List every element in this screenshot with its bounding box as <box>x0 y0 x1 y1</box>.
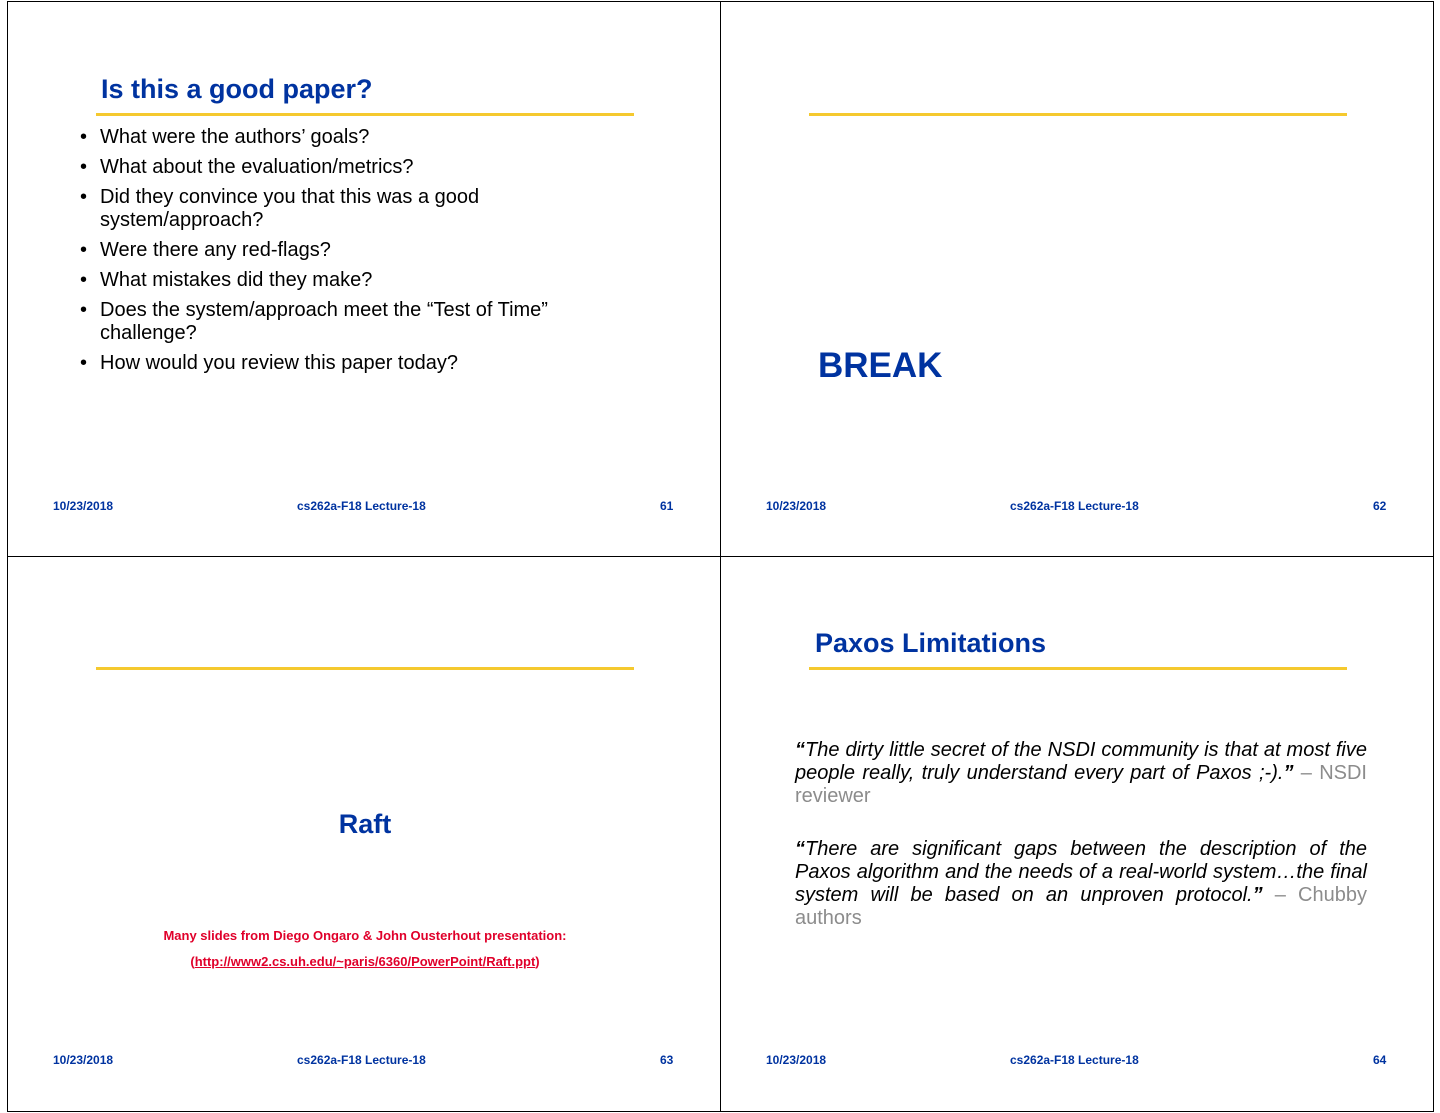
footer-date: 10/23/2018 <box>53 1053 114 1067</box>
bullet-icon: • <box>80 269 88 291</box>
footer-page-number: 61 <box>660 499 674 513</box>
title-underline <box>809 667 1347 670</box>
bullet-text: What mistakes did they make? <box>100 269 373 291</box>
footer-page-number: 64 <box>1373 1053 1387 1067</box>
quote-attribution: – Chubby authors <box>795 884 1367 929</box>
quote-text: The dirty little secret of the NSDI community is that at most five people really, truly understand every part of Paxos ;-). <box>795 739 1367 784</box>
quote-close-mark: ” <box>1283 762 1294 784</box>
title-underline <box>96 667 634 670</box>
footer-course: cs262a-F18 Lecture-18 <box>297 1053 426 1067</box>
bullet-icon: • <box>80 186 88 208</box>
footer-page-number: 63 <box>660 1053 674 1067</box>
footer-course: cs262a-F18 Lecture-18 <box>1010 499 1139 513</box>
raft-heading: Raft <box>338 809 392 839</box>
bullet-item <box>80 239 600 262</box>
slide-62 <box>720 1 1434 557</box>
bullet-icon: • <box>80 352 88 374</box>
footer-date: 10/23/2018 <box>766 1053 827 1067</box>
slide-61 <box>7 1 721 557</box>
bullet-list <box>80 126 600 382</box>
bullet-icon: • <box>80 239 88 261</box>
footer-course: cs262a-F18 Lecture-18 <box>1010 1053 1139 1067</box>
footer-course: cs262a-F18 Lecture-18 <box>297 499 426 513</box>
quote-text: There are significant gaps between the description of the Paxos algorithm and the needs of a real-world system…the final system will be based on an unproven protocol. <box>795 838 1367 906</box>
quote-chubby <box>795 838 1367 930</box>
credit-link-line <box>8 954 722 969</box>
footer-page-number: 62 <box>1373 499 1387 513</box>
bullet-item <box>80 156 600 179</box>
bullet-item <box>80 186 520 232</box>
slide-63 <box>7 556 721 1112</box>
footer-date: 10/23/2018 <box>766 499 827 513</box>
quote-close-mark: ” <box>1252 884 1263 906</box>
quote-open-mark: “ <box>795 838 805 860</box>
bullet-item <box>80 126 600 149</box>
bullet-text: What about the evaluation/metrics? <box>100 156 414 178</box>
bullet-icon: • <box>80 156 88 178</box>
quote-attribution: – NSDI reviewer <box>795 762 1367 807</box>
slide-title: Paxos Limitations <box>815 628 1047 658</box>
credit-paren-close: ) <box>535 954 540 969</box>
credit-paren-open: ( <box>190 954 195 969</box>
bullet-item <box>80 269 600 292</box>
quote-nsdi <box>795 739 1367 808</box>
bullet-item <box>80 352 600 375</box>
slide-title: Is this a good paper? <box>101 74 373 104</box>
footer-date: 10/23/2018 <box>53 499 114 513</box>
title-underline <box>809 113 1347 116</box>
bullet-text: Does the system/approach meet the “Test of Time” challenge? <box>100 299 548 344</box>
raft-slides-link[interactable]: http://www2.cs.uh.edu/~paris/6360/PowerPoint/Raft.ppt <box>194 954 536 969</box>
slide-64 <box>720 556 1434 1112</box>
bullet-text: Did they convince you that this was a good system/approach? <box>100 186 480 231</box>
bullet-text: What were the authors’ goals? <box>100 126 370 148</box>
bullet-text: How would you review this paper today? <box>100 352 458 374</box>
bullet-icon: • <box>80 126 88 148</box>
credit-line: Many slides from Diego Ongaro & John Ousterhout presentation: <box>163 928 567 943</box>
bullet-item <box>80 299 590 345</box>
quote-open-mark: “ <box>795 739 805 761</box>
break-heading: BREAK <box>818 346 943 385</box>
bullet-icon: • <box>80 299 88 321</box>
title-underline <box>96 113 634 116</box>
bullet-text: Were there any red-flags? <box>100 239 331 261</box>
